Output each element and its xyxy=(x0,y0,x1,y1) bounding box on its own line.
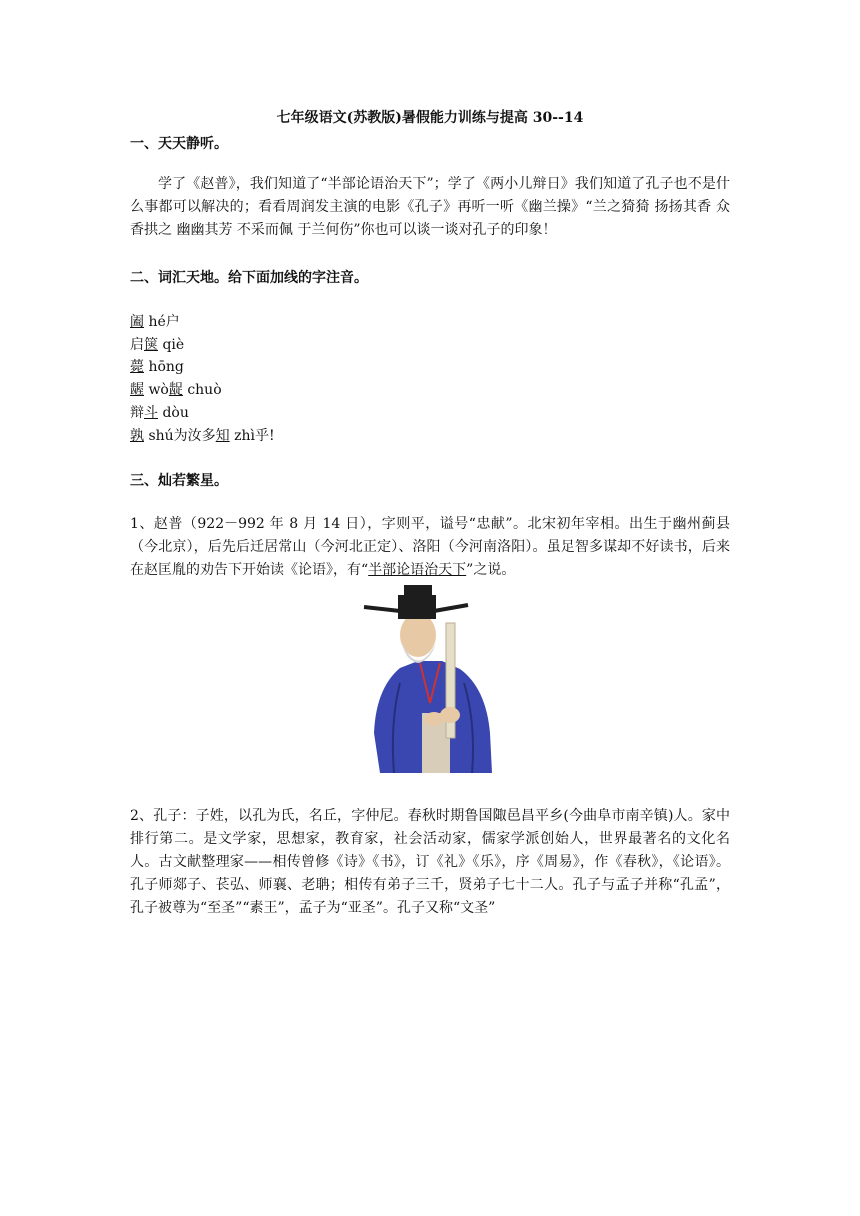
vocab-text: hōng xyxy=(144,359,184,376)
section1-paragraph: 学了《赵普》，我们知道了“半部论语治天下”；学了《两小儿辩日》我们知道了孔子也不是什么事都可以解决的；看看周润发主演的电影《孔子》再听一听《幽兰操》“兰之猗猗 扬扬其香 众香拱之 幽幽其芳 不采而佩 于兰何伤”你也可以谈一谈对孔子的印象！ xyxy=(130,176,730,238)
vocab-underlined-char: 阖 xyxy=(130,314,144,330)
vocab-text: shú为汝多 xyxy=(144,427,216,444)
section2-heading: 二、词汇天地。给下面加线的字注音。 xyxy=(130,270,368,286)
vocab-text: 启 xyxy=(130,336,144,353)
vocab-text: zhì乎! xyxy=(229,427,275,444)
section3-heading: 三、灿若繁星。 xyxy=(130,473,228,489)
section1-heading: 一、天天静听。 xyxy=(130,136,228,152)
vocab-underlined-char: 箧 xyxy=(144,336,158,353)
confucius-paragraph: 2、孔子：子姓，以孔为氏，名丘，字仲尼。春秋时期鲁国陬邑昌平乡(今曲阜市南辛镇)人。家中排行第二。是文学家，思想家，教育家，社会活动家，儒家学派创始人，世界最著名的文化名人。古文献整理家——相传曾修《诗》《书》，订《礼》《乐》，序《周易》，作《春秋》，《论语》。孔子师郯子、苌弘、师襄、老聃；相传有弟子三千，贤弟子七十二人。孔子与孟子并称“孔孟”，孔子被尊为“至圣”“素王”，孟子为“亚圣”。孔子又称“文圣” xyxy=(130,808,730,916)
vocab-underlined-char: 孰 xyxy=(130,427,144,444)
zhao-pu-text: 1、赵普（922－992 年 8 月 14 日），字则平，谥号“忠献”。北宋初年宰相。出生于幽州蓟县（今北京），后先后迁居常山（今河北正定）、洛阳（今河南洛阳）。虽足智多谋却不好读书，后来在赵匡胤的劝告下开始读《论语》，有“ xyxy=(130,516,730,578)
vocab-list xyxy=(130,311,530,447)
vocab-underlined-char: 知 xyxy=(215,427,230,444)
vocab-text: wò xyxy=(144,382,169,399)
vocab-item xyxy=(130,334,530,357)
vocab-underlined-char: 斗 xyxy=(144,404,158,421)
vocab-text: dòu xyxy=(158,404,189,421)
vocab-item xyxy=(130,356,530,379)
vocab-item xyxy=(130,425,530,448)
zhao-pu-paragraph xyxy=(130,513,730,582)
vocab-underlined-char: 薨 xyxy=(130,359,144,376)
zhao-pu-text-end: ”之说。 xyxy=(466,562,516,578)
vocab-underlined-char: 龊 xyxy=(168,382,183,399)
vocab-item xyxy=(130,402,530,425)
document-title: 七年级语文(苏教版)暑假能力训练与提高 30--14 xyxy=(276,110,584,126)
vocab-text: chuò xyxy=(182,382,222,399)
vocab-underlined-char: 龌 xyxy=(130,382,144,399)
vocab-item xyxy=(130,379,530,402)
vocab-text: 辩 xyxy=(130,404,144,421)
vocab-item xyxy=(130,311,530,334)
zhao-pu-underlined-phrase: 半部论语治天下 xyxy=(368,562,467,578)
zhao-pu-portrait-image xyxy=(360,583,500,773)
vocab-text: hé户 xyxy=(144,314,180,330)
vocab-text: qiè xyxy=(158,336,185,353)
